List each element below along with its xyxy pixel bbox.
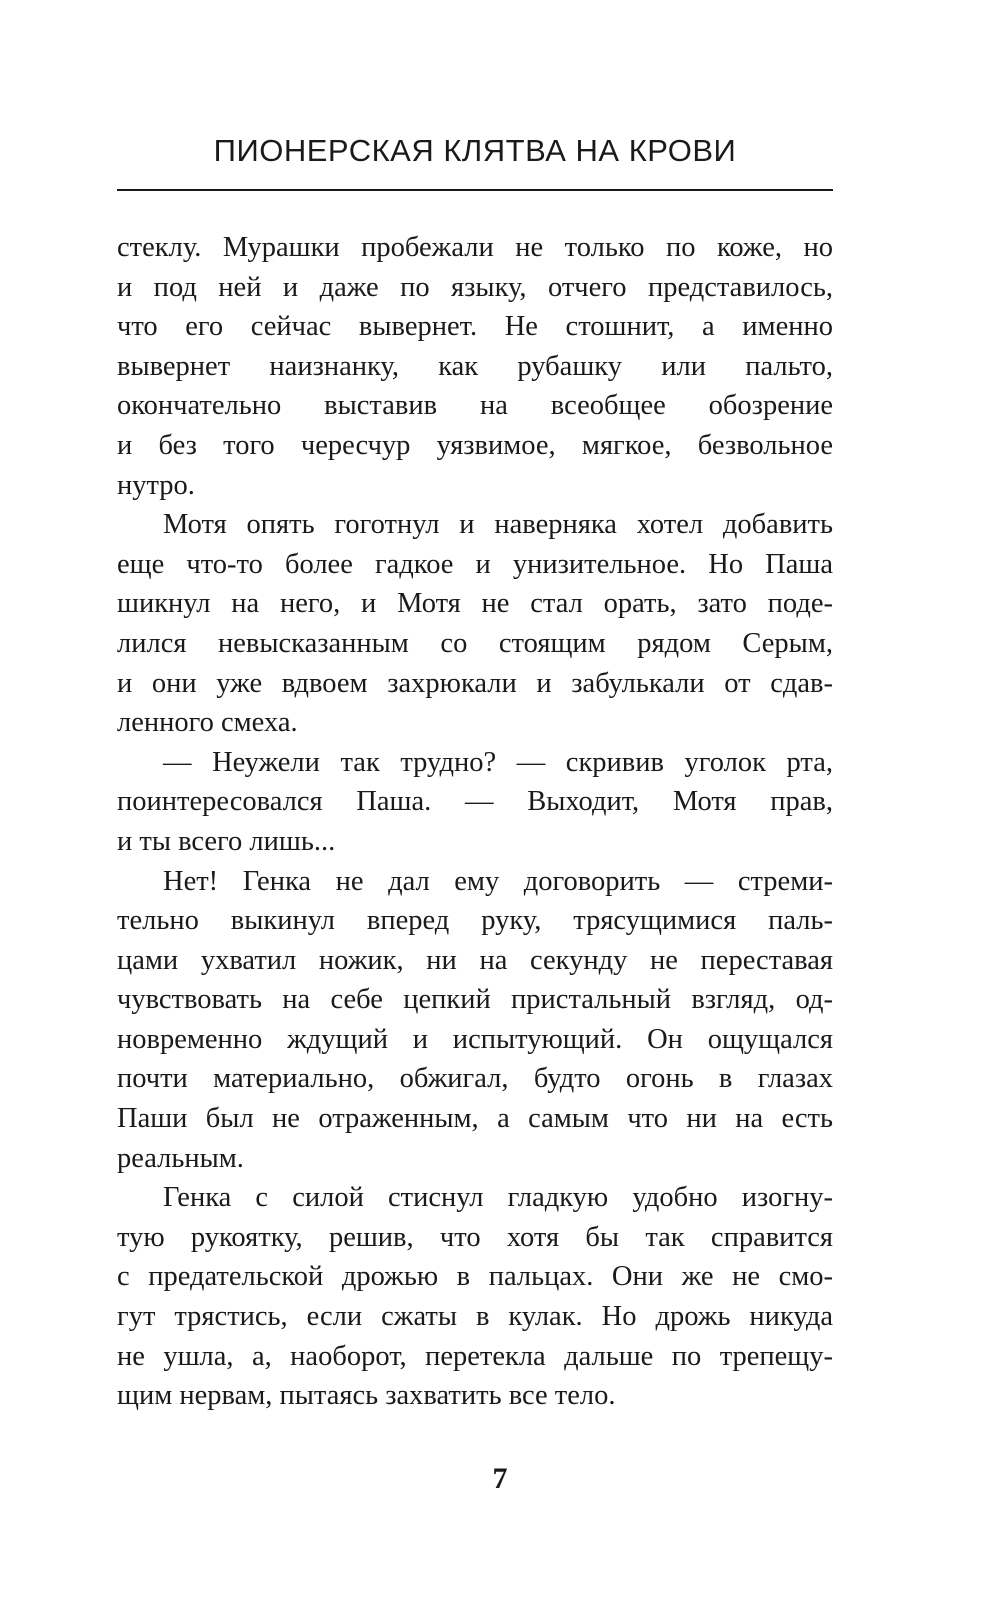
text-line: новременно ждущий и испытующий. Он ощущался xyxy=(117,1023,833,1055)
text-line: почти материально, обжигал, будто огонь в глазах xyxy=(117,1063,833,1095)
text-line: не ушла, а, наоборот, перетекла дальше по трепещу- xyxy=(117,1340,833,1372)
text-line: стеклу. Мурашки пробежали не только по коже, но xyxy=(117,232,833,263)
text-line: что его сейчас вывернет. Не стошнит, а именно xyxy=(117,311,833,343)
text-line: — Неужели так трудно? — скривив уголок рта, xyxy=(163,746,833,778)
text-line: шикнул на него, и Мотя не стал орать, зато поде- xyxy=(117,588,833,620)
text-line: вывернет наизнанку, как рубашку или пальто, xyxy=(117,350,833,382)
text-line: поинтересовался Паша. — Выходит, Мотя прав, xyxy=(117,786,833,818)
text-line: Генка с силой стиснул гладкую удобно изогну- xyxy=(163,1182,833,1214)
paragraph xyxy=(117,505,833,743)
text-line: Паши был не отраженным, а самым что ни на есть xyxy=(117,1103,833,1135)
text-line: чувствовать на себе цепкий пристальный взгляд, од- xyxy=(117,984,833,1016)
running-title: ПИОНЕРСКАЯ КЛЯТВА НА КРОВИ xyxy=(213,133,737,168)
text-line: еще что-то более гадкое и унизительное. Но Паша xyxy=(117,548,833,580)
text-line: Нет! Генка не дал ему договорить — стреми- xyxy=(163,865,833,897)
page-number: 7 xyxy=(492,1462,508,1495)
header-rule xyxy=(117,189,833,191)
text-line: окончательно выставив на всеобщее обозрение xyxy=(117,390,833,422)
paragraph xyxy=(117,228,833,505)
text-line: и без того чересчур уязвимое, мягкое, безвольное xyxy=(117,429,833,461)
text-line: лился невысказанным со стоящим рядом Серым, xyxy=(117,627,833,659)
text-line: и под ней и даже по языку, отчего представилось, xyxy=(117,271,833,303)
text-line: с предательской дрожью в пальцах. Они же не смо- xyxy=(117,1261,833,1293)
text-line: ленного смеха. xyxy=(117,707,298,739)
body-text xyxy=(117,228,833,1416)
text-line: Мотя опять гоготнул и наверняка хотел добавить xyxy=(163,509,833,541)
text-line: и они уже вдвоем захрюкали и забулькали от сдав- xyxy=(117,667,833,699)
text-line: реальным. xyxy=(117,1142,244,1174)
text-line: щим нервам, пытаясь захватить все тело. xyxy=(117,1380,616,1412)
text-line: тельно выкинул вперед руку, трясущимися паль- xyxy=(117,905,833,937)
text-line: нутро. xyxy=(117,469,195,501)
text-line: тую рукоятку, решив, что хотя бы так справится xyxy=(117,1221,833,1253)
text-line: и ты всего лишь... xyxy=(117,825,336,857)
paragraph xyxy=(117,862,833,1179)
paragraph xyxy=(117,743,833,862)
paragraph xyxy=(117,1178,833,1416)
text-line: цами ухватил ножик, ни на секунду не переставая xyxy=(117,944,833,976)
text-line: гут трястись, если сжаты в кулак. Но дрожь никуда xyxy=(117,1301,833,1333)
